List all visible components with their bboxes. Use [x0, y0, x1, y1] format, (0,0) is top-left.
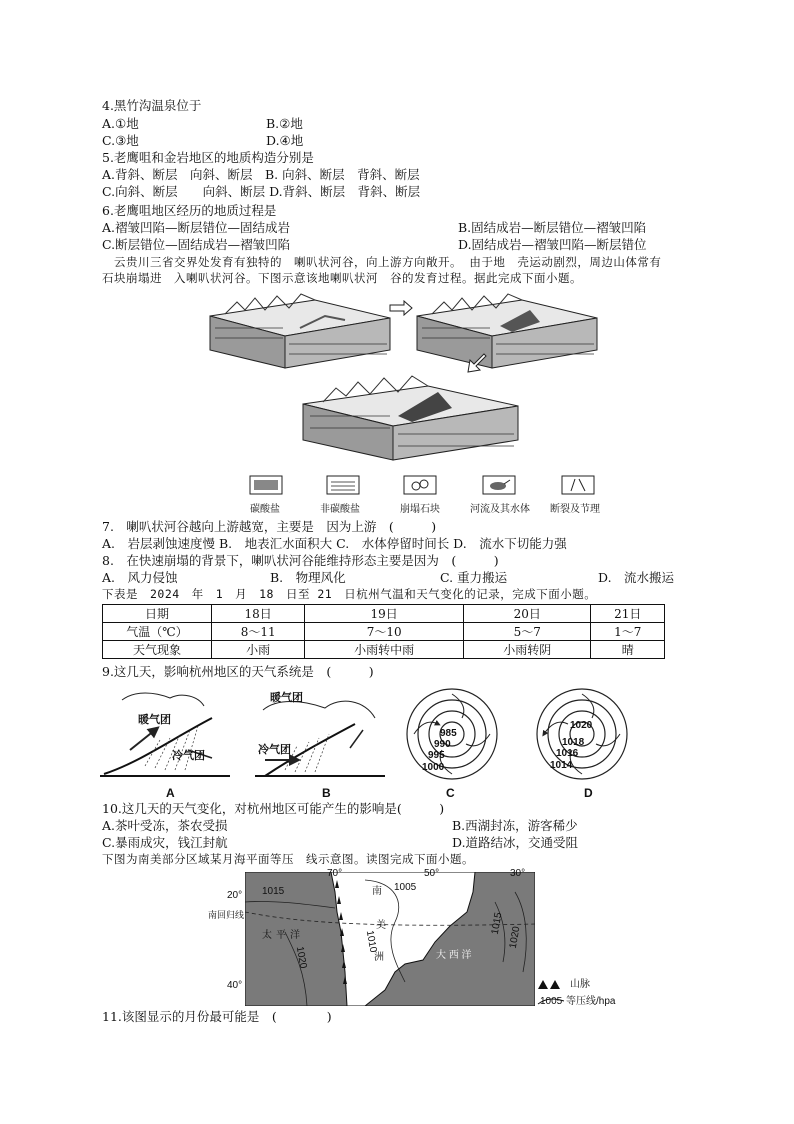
q5-options-line1: A.背斜、断层 向斜、断层 B. 向斜、断层 背斜、断层: [102, 167, 420, 182]
q8-option-b: B. 物理风化: [270, 570, 346, 585]
map-isobar-1005: 1005: [394, 882, 417, 893]
weather-table: [102, 604, 665, 659]
table-cell: 5～7: [464, 623, 591, 641]
figure-d-isobar-1014: 1014: [550, 760, 573, 771]
q10-option-a: A.茶叶受冻，茶农受损: [102, 818, 228, 833]
table-header-cell: 18日: [212, 605, 305, 623]
legend-river: 河流及其水体: [470, 504, 530, 515]
map-lat-20: 20°: [227, 890, 243, 901]
figure-c-isobar-995: 995: [428, 750, 445, 761]
arrow-right-icon: [388, 300, 414, 316]
table-header-cell: 日期: [103, 605, 212, 623]
figure-c-isobar-990: 990: [434, 739, 451, 750]
figure-b-warm-label: 暖气团: [270, 691, 303, 704]
map-lon-30: 30°: [510, 868, 526, 879]
q4-option-d: D.④地: [266, 133, 304, 148]
table-cell: 小雨转阴: [464, 641, 591, 659]
map-isobar-1010: 1010: [363, 929, 379, 954]
q6-option-b: B.固结成岩—断层错位—褶皱凹陷: [458, 220, 647, 235]
figure-a-cold-label: 冷气团: [172, 749, 205, 762]
table-cell: 1～7: [591, 623, 665, 641]
map-pacific-2: 平: [276, 930, 286, 941]
table-header-row: [103, 605, 665, 623]
q11-stem: 11.该图显示的月份最可能是 ( ): [102, 1009, 332, 1024]
map-pacific-1: 太: [262, 930, 272, 941]
q5-stem: 5.老鹰咀和金岩地区的地质构造分别是: [102, 150, 314, 165]
table-cell: 小雨: [212, 641, 305, 659]
q8-option-c: C. 重力搬运: [440, 570, 508, 585]
legend-noncarbonate-icon: [326, 475, 360, 495]
table-cell: 7～10: [305, 623, 464, 641]
map-isobar-1015-right: 1015: [489, 911, 505, 936]
passage1-line2: 石块崩塌进 入喇叭状河谷。下图示意该地喇叭状河 谷的发育过程。据此完成下面小题。: [102, 271, 582, 285]
figure-a-front: [100, 690, 235, 780]
map-america-1: 南: [372, 886, 382, 897]
q4-option-b: B.②地: [266, 116, 303, 131]
table-cell: 天气现象: [103, 641, 212, 659]
map-isobar-1020-right: 1020: [507, 925, 523, 950]
table-header-cell: 19日: [305, 605, 464, 623]
map-isobar-1015-left: 1015: [262, 886, 285, 897]
q7-options: A. 岩层剥蚀速度慢 B. 地表汇水面积大 C. 水体停留时间长 D. 流水下切能力强: [102, 536, 567, 551]
map-america-3: 洲: [374, 952, 384, 963]
legend-carbonate-icon: [249, 475, 283, 495]
q8-stem: 8. 在快速崩塌的背景下，喇叭状河谷能维持形态主要是因为 ( ): [102, 553, 499, 568]
q10-option-b: B.西湖封冻，游客稀少: [452, 818, 578, 833]
map-isobar-1020-left: 1020: [293, 945, 309, 970]
q8-option-d: D. 流水搬运: [598, 570, 675, 585]
table-cell: 8～11: [212, 623, 305, 641]
legend-noncarbonate: 非碳酸盐: [320, 504, 360, 515]
legend-river-icon: [482, 475, 516, 495]
passage2: 下表是 2024 年 1 月 18 日至 21 日杭州气温和天气变化的记录，完成下面小题。: [102, 587, 597, 601]
q4-option-a: A.①地: [102, 116, 139, 131]
q10-option-c: C.暴雨成灾，钱江封航: [102, 835, 228, 850]
table-row: [103, 641, 665, 659]
legend-fault: 断裂及节理: [550, 504, 600, 515]
legend-carbonate: 碳酸盐: [250, 504, 280, 515]
mountain-icon: [536, 978, 566, 990]
map-lon-70: 70°: [327, 868, 343, 879]
figure-c-isobar-985: 985: [440, 728, 457, 739]
figure-a-warm-label: 暖气团: [138, 713, 171, 726]
table-cell: 气温（℃）: [103, 623, 212, 641]
passage3: 下图为南美部分区域某月海平面等压 线示意图。读图完成下面小题。: [102, 852, 474, 866]
q6-option-a: A.褶皱凹陷—断层错位—固结成岩: [102, 220, 291, 235]
q9-stem: 9.这几天，影响杭州地区的天气系统是 ( ): [102, 664, 374, 679]
table-cell: 小雨转中雨: [305, 641, 464, 659]
q6-option-c: C.断层错位—固结成岩—褶皱凹陷: [102, 237, 291, 252]
map-america-2: 美: [376, 920, 386, 931]
q8-option-a: A. 风力侵蚀: [102, 570, 178, 585]
q7-stem: 7. 喇叭状河谷越向上游越宽，主要是 因为上游 ( ): [102, 519, 437, 534]
table-header-cell: 21日: [591, 605, 665, 623]
map-pacific-3: 洋: [290, 930, 300, 941]
q4-option-c: C.③地: [102, 133, 139, 148]
figure-d-isobar-1016: 1016: [556, 748, 579, 759]
map-tropic-label: 南回归线: [208, 910, 245, 920]
q6-option-d: D.固结成岩—褶皱凹陷—断层错位: [458, 237, 647, 252]
map-lon-50: 50°: [424, 868, 440, 879]
arrow-down-left-icon: [466, 352, 488, 374]
figure-b-cold-label: 冷气团: [258, 743, 291, 756]
map-legend-isobar-value: 1005: [540, 996, 563, 1007]
q6-stem: 6.老鹰咀地区经历的地质过程是: [102, 203, 277, 218]
figure-a-label: A: [166, 786, 175, 800]
legend-fault-icon: [561, 475, 595, 495]
legend-rockfall-icon: [403, 475, 437, 495]
valley-diagram-1: [205, 288, 395, 370]
q10-option-d: D.道路结冰，交通受阻: [452, 835, 579, 850]
south-america-isobar-map: [245, 872, 535, 1006]
legend-rockfall: 崩塌石块: [400, 504, 440, 515]
q5-options-line2: C.向斜、断层 向斜、断层 D.背斜、断层 背斜、断层: [102, 184, 421, 199]
valley-diagram-2: [412, 288, 602, 370]
map-legend-isobar-text: 等压线/hpa: [566, 996, 616, 1007]
figure-c-label: C: [446, 786, 455, 800]
figure-b-label: B: [322, 786, 331, 800]
figure-d-isobar-1018: 1018: [562, 737, 585, 748]
table-cell: 晴: [591, 641, 665, 659]
map-atlantic: 大 西 洋: [436, 950, 472, 961]
passage1-line1: 云贵川三省交界处发育有独特的 喇叭状河谷，向上游方向敞开。 由于地 壳运动剧烈，周边山体常有: [102, 255, 662, 269]
figure-d-anticyclone: [534, 686, 630, 782]
q10-stem: 10.这几天的天气变化，对杭州地区可能产生的影响是( ): [102, 801, 445, 816]
map-legend-mountain: 山脉: [570, 979, 590, 990]
figure-d-isobar-1020: 1020: [570, 720, 593, 731]
table-header-cell: 20日: [464, 605, 591, 623]
table-row: [103, 623, 665, 641]
map-lat-40: 40°: [227, 980, 243, 991]
figure-c-isobar-1000: 1000: [422, 762, 445, 773]
valley-diagram-3: [298, 372, 523, 462]
figure-d-label: D: [584, 786, 593, 800]
q4-stem: 4.黑竹沟温泉位于: [102, 98, 202, 113]
